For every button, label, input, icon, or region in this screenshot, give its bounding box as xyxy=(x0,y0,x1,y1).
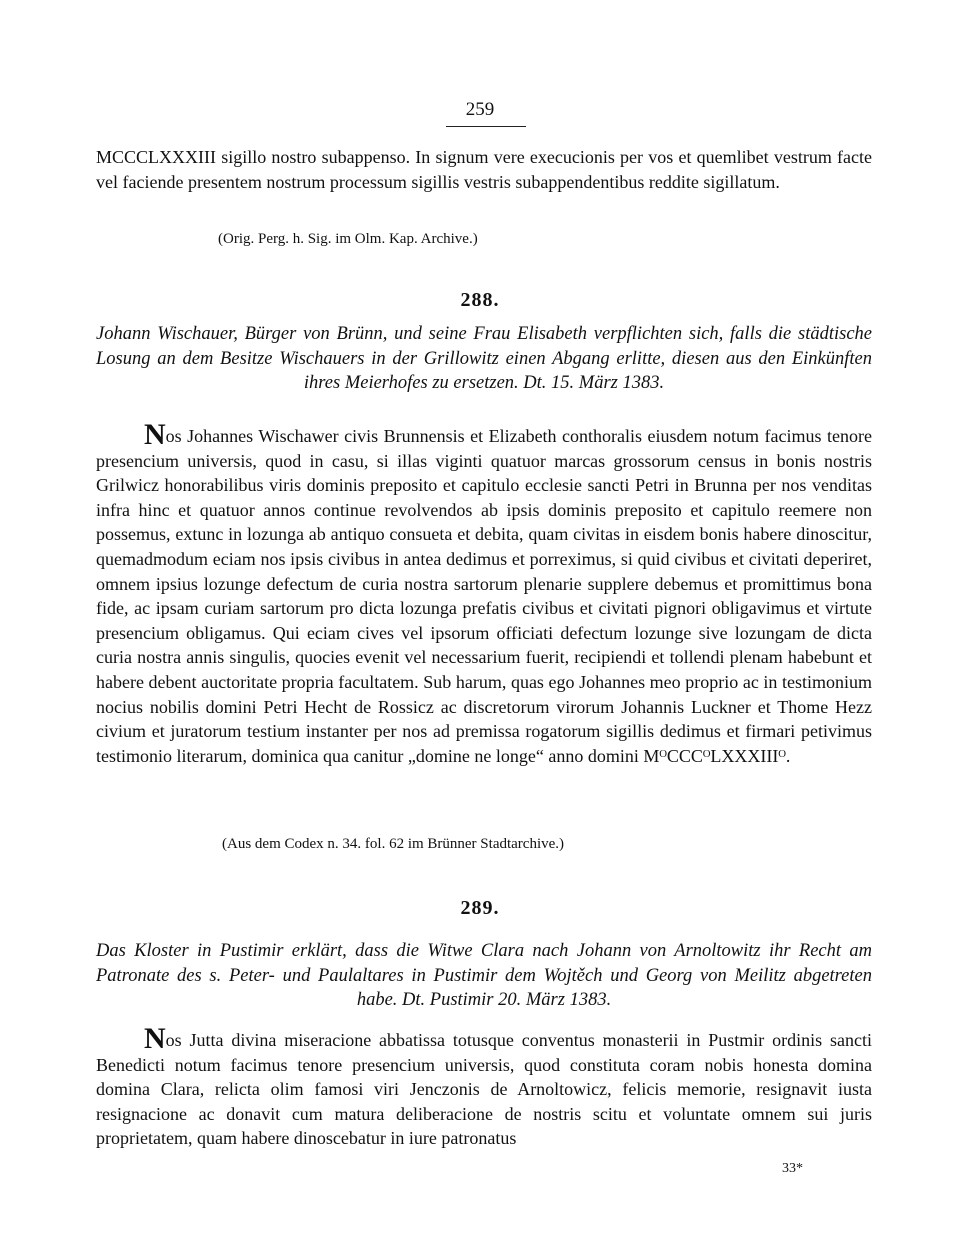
continuation-paragraph: MCCCLXXXIII sigillo nostro subappenso. In signum vere execucionis per vos et quemlibet vestrum facte vel faciende presentem nostrum processum sigillis vestris subappendentibus reddite sigillatum. xyxy=(96,147,872,192)
document-paragraph-288 xyxy=(96,418,872,768)
document-body-289 xyxy=(96,1022,872,1151)
document-regest-289: Das Kloster in Pustimir erklärt, dass die Witwe Clara nach Johann von Arnoltowitz ihr Recht am Patronate des s. Peter- und Paulaltares in Pustimir dem Wojtěch und Georg von Meilitz abgetreten habe. Dt. Pustimir 20. März 1383. xyxy=(96,941,872,1011)
document-number-288: 288. xyxy=(460,289,500,311)
continuation-text xyxy=(96,145,872,194)
initial-letter: N xyxy=(144,418,166,451)
continuation-source: (Orig. Perg. h. Sig. im Olm. Kap. Archive.) xyxy=(218,231,478,247)
document-text-288: os Johannes Wischawer civis Brunnensis et Elizabeth conthoralis eiusdem notum facimus tenore presencium universis, quod in casu, si illas viginti quatuor marcas grossorum census in bonis nostris Grilwicz honorabilibus viris dominis preposito et capitulo ecclesie sancti Petri in Brunna per nos venditas infra hinc et quatuor annos continue revolvendos ab ipsis dominis preposito et capitulo reemere non possemus, extunc in lozunga ab antiquo consueta et debita, quam civitas in eisdem bonis habere dinoscitur, quemadmodum eciam nos ipsis civibus in antea dedimus et porreximus, si quid civibus et civitati deperiret, omnem ipsius lozunge defectum de curia nostra sartorum plenarie supplere debemus et promittimus bona fide, ac ipsam curiam sartorum pro dicta lozunga prefatis civibus et civitati pignori obligavimus et virtute presencium obligamus. Qui eciam cives vel ipsorum officiati defectum lozunge sive lozungam de dicta curia nostra annis singulis, quocies evenit vel necessarium fuerit, recipiendi et tollendi plenam habebunt et habere debent auctoritate propria facultatem. Sub harum, quas ego Johannes meo proprio ac in testimonium nocius nobilis domini Petri Hecht de Rossicz ac discretorum virorum Johannis Luckner et Thome Hezz civium et juratorum testium instanter per nos ad premissa rogatorum sigillis dedimus et firmari petivimus testimonio literarum, dominica qua canitur „domine ne longe“ anno domini MᴼCCCᴼLXXXIIIᴼ. xyxy=(96,426,872,766)
document-paragraph-289 xyxy=(96,1022,872,1151)
document-text-289: os Jutta divina miseracione abbatissa totusque conventus monasterii in Pustmir ordinis sancti Benedicti notum facimus tenore presencium universis, quod constituta coram nobis honesta domina domina Clara, relicta olim famosi viri Jenczonis de Arnoltowicz, felicis memorie, resignavit iusta resignacione ac donavit cum matura deliberacione de nostris scitu et voluntate omnem sui juris proprietatem, quam habere dinoscebatur in iure patronatus xyxy=(96,1030,872,1149)
sheet-signature: 33* xyxy=(782,1161,803,1176)
header-rule xyxy=(446,126,526,127)
initial-letter: N xyxy=(144,1022,166,1055)
document-source-288: (Aus dem Codex n. 34. fol. 62 im Brünner Stadtarchive.) xyxy=(222,836,565,852)
document-body-288 xyxy=(96,418,872,768)
document-number-289: 289. xyxy=(460,897,500,919)
page-number: 259 xyxy=(465,99,495,120)
document-regest-288: Johann Wischauer, Bürger von Brünn, und seine Frau Elisabeth verpflichten sich, falls die städtische Losung an dem Besitze Wischauers in der Grillowitz einen Abgang erlitte, diesen aus den Einkünften ihres Meierhofes zu ersetzen. Dt. 15. März 1383. xyxy=(96,324,872,394)
